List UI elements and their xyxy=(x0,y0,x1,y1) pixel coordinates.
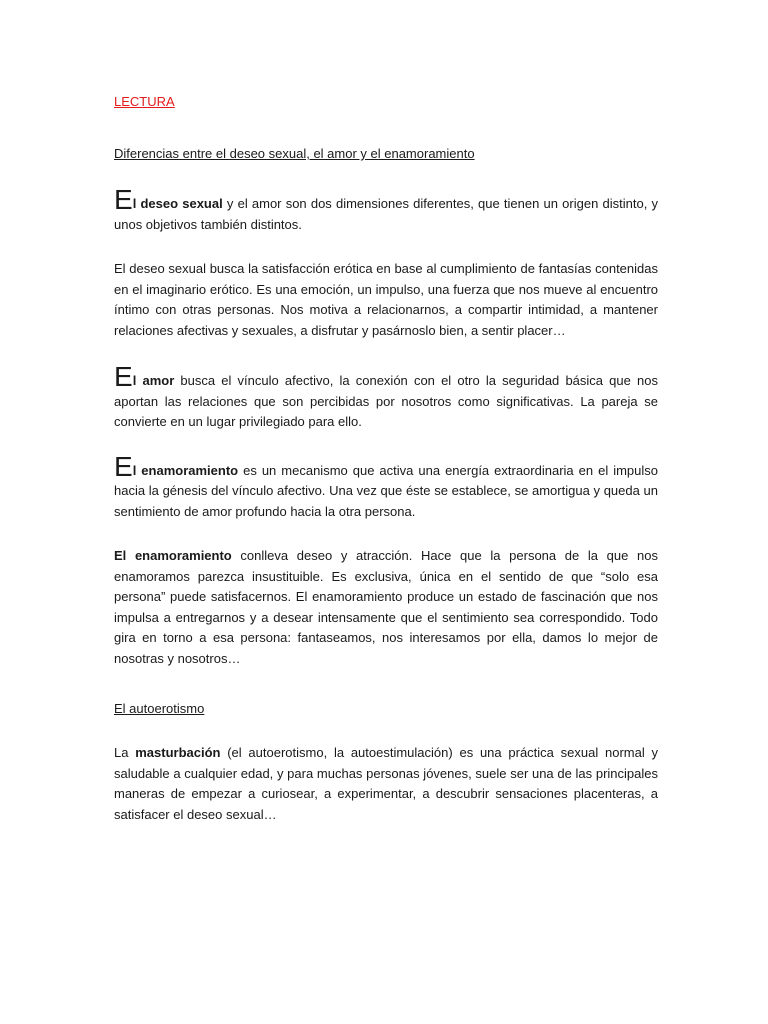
drop-initial: E xyxy=(114,450,133,482)
paragraph-text: y el amor son dos dimensiones diferentes, que tienen un origen distinto, y unos objetivos también distintos. xyxy=(114,196,658,232)
section-heading-autoerotismo: El autoerotismo xyxy=(114,701,205,716)
paragraph-deseo-sexual xyxy=(114,184,658,235)
lectura-heading: LECTURA xyxy=(114,94,175,109)
paragraph-text: conlleva deseo y atracción. Hace que la persona de la que nos enamoramos parezca insustituible. Es exclusiva, única en el sentido de que “solo esa persona” puede satisfacernos. El enamoramiento produce un estado de fascinación que nos impulsa a entregarnos y a desear intensamente que el sentimiento sea correspondido. Todo gira en torno a esa persona: fantaseamos, nos interesamos por ella, damos lo mejor de nosotras y nosotros… xyxy=(114,548,658,666)
document-page xyxy=(114,92,658,851)
paragraph-text: busca el vínculo afectivo, la conexión con el otro la seguridad básica que nos aportan las relaciones que son percibidas por nosotros como significativas. La pareja se convierte en un lugar privilegiado para ello. xyxy=(114,373,658,429)
paragraph-lead: La xyxy=(114,745,136,760)
drop-initial: E xyxy=(114,184,133,215)
drop-initial: E xyxy=(114,361,133,392)
bold-term: l amor xyxy=(132,373,175,388)
paragraph-enamoramiento-detalle xyxy=(114,546,658,669)
paragraph-text: El deseo sexual busca la satisfacción erótica en base al cumplimiento de fantasías contenidas en el imaginario erótico. Es una emoción, un impulso, una fuerza que nos mueve al encuentro íntimo con otras personas. Nos motiva a relacionarnos, a compartir intimidad, a mantener relaciones afectivas y sexuales, a disfrutar y pasárnoslo bien, a sentir placer… xyxy=(114,261,658,338)
paragraph-enamoramiento xyxy=(114,450,658,523)
bold-term: l deseo sexual xyxy=(132,196,223,211)
paragraph-deseo-descripcion xyxy=(114,259,658,341)
bold-term: El enamoramiento xyxy=(114,548,232,563)
paragraph-amor xyxy=(114,361,658,433)
paragraph-text: es un mecanismo que activa una energía extraordinaria en el impulso hacia la génesis del vínculo afectivo. Una vez que éste se establece, se amortigua y queda un sentimiento de amor profundo hacia la otra persona. xyxy=(114,462,658,519)
paragraph-masturbacion xyxy=(114,743,658,825)
bold-term: masturbación xyxy=(135,745,221,760)
paragraph-text: (el autoerotismo, la autoestimulación) es una práctica sexual normal y saludable a cualquier edad, y para muchas personas jóvenes, suele ser una de las principales maneras de empezar a curiosear, a experimentar, a descubrir sensaciones placenteras, a satisfacer el deseo sexual… xyxy=(114,745,658,822)
bold-term: l enamoramiento xyxy=(132,462,239,478)
document-title: Diferencias entre el deseo sexual, el amor y el enamoramiento xyxy=(114,146,475,161)
